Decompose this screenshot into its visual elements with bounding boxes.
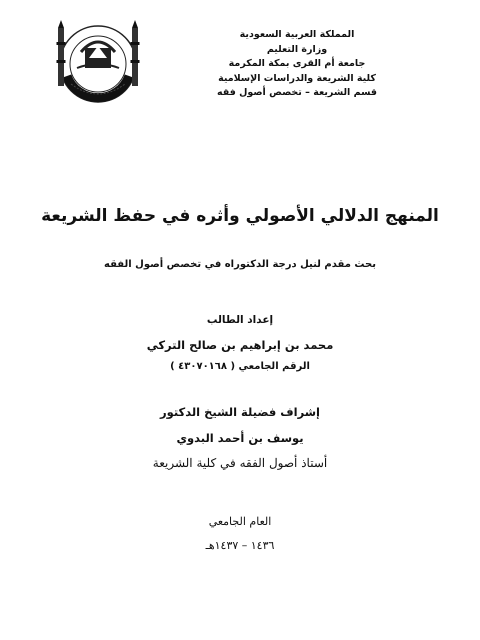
thesis-title: المنهج الدلالي الأصولي وأثره في حفظ الشريعة xyxy=(41,206,439,226)
supervisor-title: أستاذ أصول الفقه في كلية الشريعة xyxy=(152,456,328,470)
prepared-by-label: إعداد الطالب xyxy=(206,314,274,326)
header-line-college: كلية الشريعة والدراسات الإسلامية xyxy=(218,72,376,84)
header-line-ministry: وزارة التعليم xyxy=(266,43,328,55)
supervisor-label: إشراف فضيلة الشيخ الدكتور xyxy=(159,405,320,419)
header-line-country: المملكة العربية السعودية xyxy=(239,29,355,40)
supervisor-name: يوسف بن أحمد البدوي xyxy=(176,431,304,445)
university-seal-icon xyxy=(55,18,141,106)
institution-header xyxy=(192,28,402,101)
academic-year-label: العام الجامعي xyxy=(208,515,272,528)
student-id: الرقم الجامعي ( ٤٣٠٧٠١٦٨ ) xyxy=(170,361,310,372)
academic-year-value: ١٤٣٦ – ١٤٣٧هـ xyxy=(205,539,275,552)
student-name: محمد بن إبراهيم بن صالح التركي xyxy=(146,338,334,352)
header-line-department: قسم الشريعة – تخصص أصول فقه xyxy=(217,87,377,98)
thesis-subtitle: بحث مقدم لنيل درجة الدكتوراه في تخصص أصول الفقه xyxy=(104,259,376,270)
header-line-university: جامعة أم القرى بمكة المكرمة xyxy=(228,58,366,69)
